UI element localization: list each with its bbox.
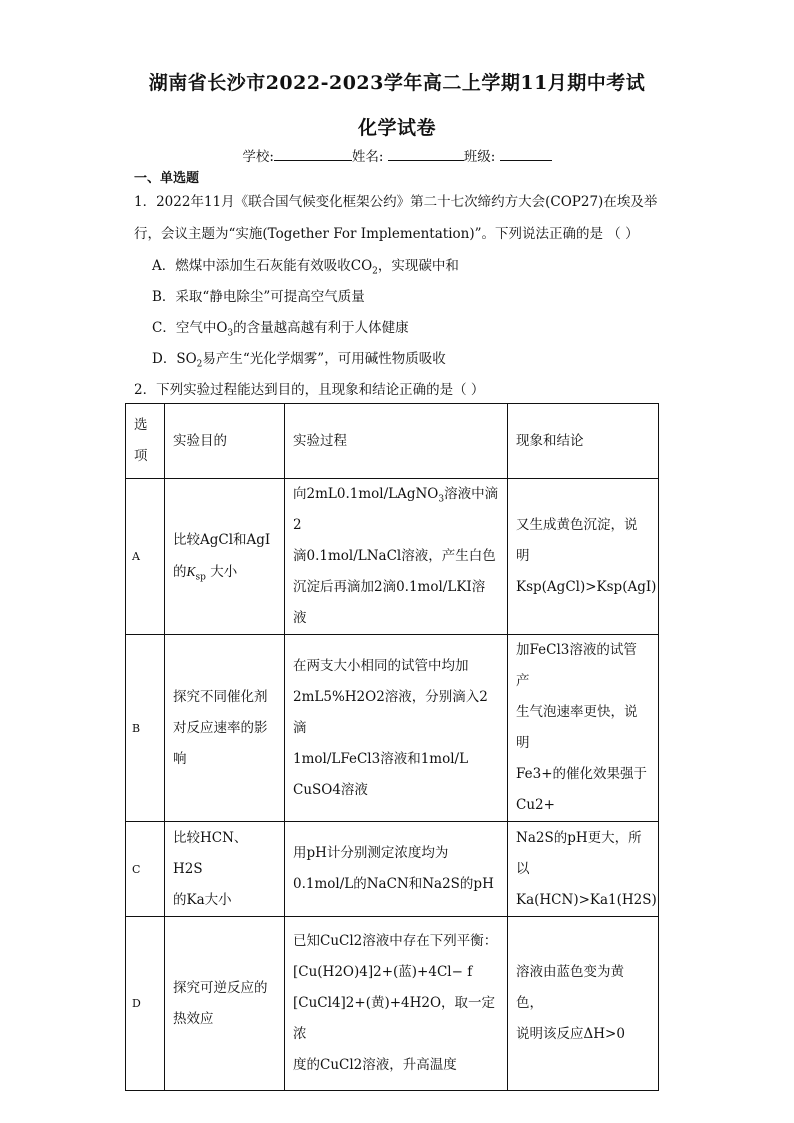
cell-line: 沉淀后再滴加2滴0.1mol/LKI溶 (293, 579, 486, 595)
class-blank[interactable] (500, 148, 552, 161)
option-letter: A． (152, 258, 176, 274)
subscript: sp (195, 572, 206, 583)
cell-line: 探究不同催化剂 (173, 688, 268, 705)
row-purpose (165, 635, 285, 822)
row-result (508, 822, 659, 917)
cell-line: Na2S的pH更大，所以 (516, 829, 642, 877)
cell-line: 比较HCN、H2S (173, 829, 248, 877)
cell-line: 加FeCl3溶液的试管产 (516, 642, 637, 689)
option-text: 燃煤中添加生石灰能有效吸收CO (175, 258, 373, 274)
cell-line: 的Ka大小 (173, 891, 232, 908)
subscript: 2 (196, 359, 203, 370)
cell-line: 又生成黄色沉淀，说明 (516, 517, 638, 564)
row-option: D (126, 917, 165, 1091)
cell-line: 响 (173, 750, 187, 767)
school-blank[interactable] (274, 148, 352, 161)
option-text: SO (176, 351, 197, 367)
cell-line: 在两支大小相同的试管中均加 (293, 657, 469, 674)
cell-line: 滴0.1mol/LNaCl溶液，产生白色 (293, 548, 496, 564)
cell-text: 的 (173, 564, 187, 580)
q1-option-b[interactable] (152, 285, 365, 305)
cell-line: 用pH计分别测定浓度均为 (293, 845, 449, 861)
q1-option-c[interactable] (152, 316, 409, 339)
cell-line: 热效应 (173, 1010, 214, 1027)
row-option: C (126, 822, 165, 917)
cell-text: 大小 (210, 564, 238, 580)
cell-line: 说明该反应ΔH>0 (516, 1026, 625, 1042)
row-process (285, 635, 508, 822)
q1-option-a[interactable] (152, 254, 459, 277)
header-text: 项 (134, 448, 148, 464)
school-label: 学校: (242, 149, 274, 165)
name-label: 姓名: (351, 149, 384, 165)
header-result: 现象和结论 (508, 404, 659, 479)
cell-text: 向2mL0.1mol/L (293, 486, 398, 502)
table-row-b (126, 635, 659, 822)
cell-line: 比较AgCl和AgI (173, 532, 271, 548)
row-purpose (165, 917, 285, 1091)
cell-line: [CuCl4]2+(黄)+4H2O，取一定浓 (293, 995, 496, 1042)
row-process (285, 917, 508, 1091)
q2-table (125, 403, 659, 1091)
cell-line: Ksp(AgCl)>Ksp(AgI) (516, 579, 657, 595)
row-result (508, 635, 659, 822)
option-text: 采取“静电除尘”可提高空气质量 (175, 289, 365, 305)
row-purpose (165, 479, 285, 635)
class-label: 班级: (463, 149, 496, 165)
row-result (508, 479, 659, 635)
cell-line: [Cu(H2O)4]2+(蓝)+4Cl− f (293, 964, 473, 980)
row-result (508, 917, 659, 1091)
subscript: 3 (438, 494, 445, 505)
header-purpose: 实验目的 (165, 404, 285, 479)
cell-line (173, 556, 276, 588)
cell-text: AgNO (397, 486, 439, 502)
table-row-d (126, 917, 659, 1091)
cell-text: 溶液中滴2 (293, 486, 499, 533)
table-row-a (126, 479, 659, 635)
header-text: 选 (134, 417, 148, 433)
student-info-line (0, 145, 794, 165)
cell-line: 度的CuCl2溶液，升高温度 (293, 1057, 457, 1073)
cell-line: 对反应速率的影 (173, 719, 268, 736)
section-heading: 一、单选题 (134, 171, 200, 186)
q2-stem: 2．下列实验过程能达到目的，且现象和结论正确的是（ ） (134, 382, 485, 398)
cell-line: 0.1mol/L的NaCN和Na2S的pH (293, 876, 494, 892)
option-text: 易产生“光化学烟雾”，可用碱性物质吸收 (202, 351, 446, 367)
cell-line: Fe3+的催化效果强于 (516, 766, 648, 782)
cell-line: 1mol/LFeCl3溶液和1mol/L (293, 750, 469, 767)
row-process (285, 479, 508, 635)
cell-line (293, 479, 499, 541)
cell-line: Cu2+ (516, 797, 555, 813)
q1-option-d[interactable] (152, 347, 446, 370)
option-text: 的含量越高越有利于人体健康 (233, 320, 409, 336)
subscript: 3 (227, 328, 234, 339)
q1-stem-line1: 1．2022年11月《联合国气候变化框架公约》第二十七次缔约方大会(COP27)在埃及举 (134, 194, 658, 210)
name-blank[interactable] (388, 148, 464, 161)
row-option: B (126, 635, 165, 822)
symbol: K (186, 564, 196, 579)
cell-line: 2mL5%H2O2溶液，分别滴入2滴 (293, 688, 488, 736)
cell-line: CuSO4溶液 (293, 781, 368, 798)
exam-subtitle: 化学试卷 (357, 117, 436, 139)
subscript: 2 (372, 266, 378, 277)
option-letter: B． (152, 289, 176, 305)
table-header-row (126, 404, 659, 479)
q1-stem-line2: 行，会议主题为“实施(Together For Implementation)”。下列说法正确的是 （ ） (134, 226, 639, 242)
row-purpose (165, 822, 285, 917)
row-process (285, 822, 508, 917)
table-row-c (126, 822, 659, 917)
option-letter: D． (152, 351, 177, 367)
cell-line: 液 (293, 610, 307, 626)
exam-title: 湖南省长沙市2022-2023学年高二上学期11月期中考试 (148, 72, 646, 94)
header-process: 实验过程 (285, 404, 508, 479)
option-text: 空气中O (175, 320, 228, 336)
header-option (126, 404, 165, 479)
option-letter: C． (152, 320, 176, 336)
row-option: A (126, 479, 165, 635)
cell-line: 探究可逆反应的 (173, 979, 268, 996)
cell-line: 溶液由蓝色变为黄色， (516, 964, 624, 1011)
option-text: ，实现碳中和 (377, 258, 459, 274)
cell-line: 生气泡速率更快，说明 (516, 704, 638, 751)
cell-line: Ka(HCN)>Ka1(H2S) (516, 891, 657, 908)
cell-line: 已知CuCl2溶液中存在下列平衡： (293, 933, 498, 949)
